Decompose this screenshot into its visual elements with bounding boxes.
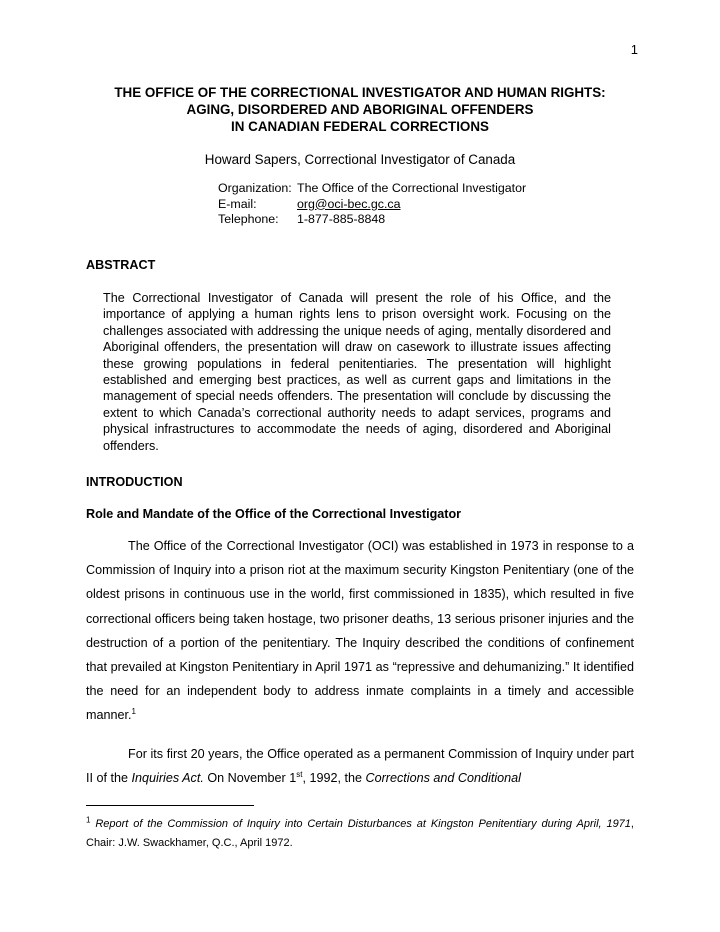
telephone-label: Telephone:	[218, 212, 279, 226]
paragraph-2-text-a: For its first 20 years, the Office operated as a permanent Commission of Inquiry under part II of the	[86, 747, 634, 786]
paragraph-2-text-c: , 1992, the	[302, 771, 366, 786]
author-line: Howard Sapers, Correctional Investigator of Canada	[204, 152, 516, 167]
corrections-act-title: Corrections and Conditional	[365, 771, 521, 786]
footnote-rest: , Chair: J.W. Swackhamer, Q.C., April 1972.	[86, 818, 634, 849]
organization-row	[218, 181, 526, 197]
footnote-report-title: Report of the Commission of Inquiry into Certain Disturbances at Kingston Penitentiary during April, 1971	[95, 818, 631, 830]
page-number: 1	[630, 42, 638, 57]
document-title	[0, 84, 720, 135]
telephone-value: 1-877-885-8848	[297, 212, 386, 226]
footnote-divider	[86, 805, 254, 806]
abstract-heading: ABSTRACT	[86, 258, 156, 272]
body-paragraph-1	[86, 534, 634, 728]
email-link[interactable]: org@oci-bec.gc.ca	[297, 196, 401, 211]
role-mandate-heading: Role and Mandate of the Office of the Correctional Investigator	[86, 507, 462, 521]
telephone-row	[218, 212, 526, 228]
footnote-number: 1	[86, 815, 91, 825]
organization-label: Organization:	[218, 181, 292, 195]
footnote-1	[86, 815, 634, 853]
organization-value: The Office of the Correctional Investigator	[297, 181, 527, 195]
paragraph-2-text-b: On November 1	[203, 771, 297, 786]
email-row	[218, 197, 526, 213]
footnote-ref-1[interactable]: 1	[131, 707, 136, 717]
inquiries-act-title: Inquiries Act.	[131, 771, 204, 786]
title-line-3: IN CANADIAN FEDERAL CORRECTIONS	[231, 119, 489, 134]
email-label: E-mail:	[218, 196, 257, 211]
ordinal-suffix: st	[296, 770, 303, 780]
body-paragraph-2	[86, 742, 634, 790]
title-line-2: AGING, DISORDERED AND ABORIGINAL OFFENDERS	[186, 102, 534, 117]
abstract-text: The Correctional Investigator of Canada will present the role of his Office, and the importance of applying a human rights lens to prison oversight work. Focusing on the challenges associated with addressing the unique needs of aging, mentally disordered and Aboriginal offenders, the presentation will draw on casework to illustrate issues affecting these growing populations in federal penitentiaries. The presentation will highlight established and emerging best practices, as well as current gaps and limitations in the management of special needs offenders. The presentation will conclude by discussing the extent to which Canada’s correctional authority needs to adapt services, programs and physical infrastructures to accommodate the needs of aging, disordered and Aboriginal offenders.	[103, 291, 611, 453]
paragraph-1-text: The Office of the Correctional Investigator (OCI) was established in 1973 in response to a Commission of Inquiry into a prison riot at the maximum security Kingston Penitentiary (one of the oldest prisons in continuous use in the world, first commissioned in 1835), which resulted in five correctional officers being taken hostage, two prisoner deaths, 13 serious prisoner injuries and the destruction of a portion of the penitentiary. The Inquiry described the conditions of confinement that prevailed at Kingston Penitentiary in April 1971 as “repressive and dehumanizing.” It identified the need for an independent body to address inmate complaints in a timely and accessible manner.	[86, 539, 634, 723]
introduction-heading: INTRODUCTION	[86, 475, 183, 489]
contact-block	[218, 181, 526, 228]
title-line-1: THE OFFICE OF THE CORRECTIONAL INVESTIGATOR AND HUMAN RIGHTS:	[114, 85, 606, 100]
